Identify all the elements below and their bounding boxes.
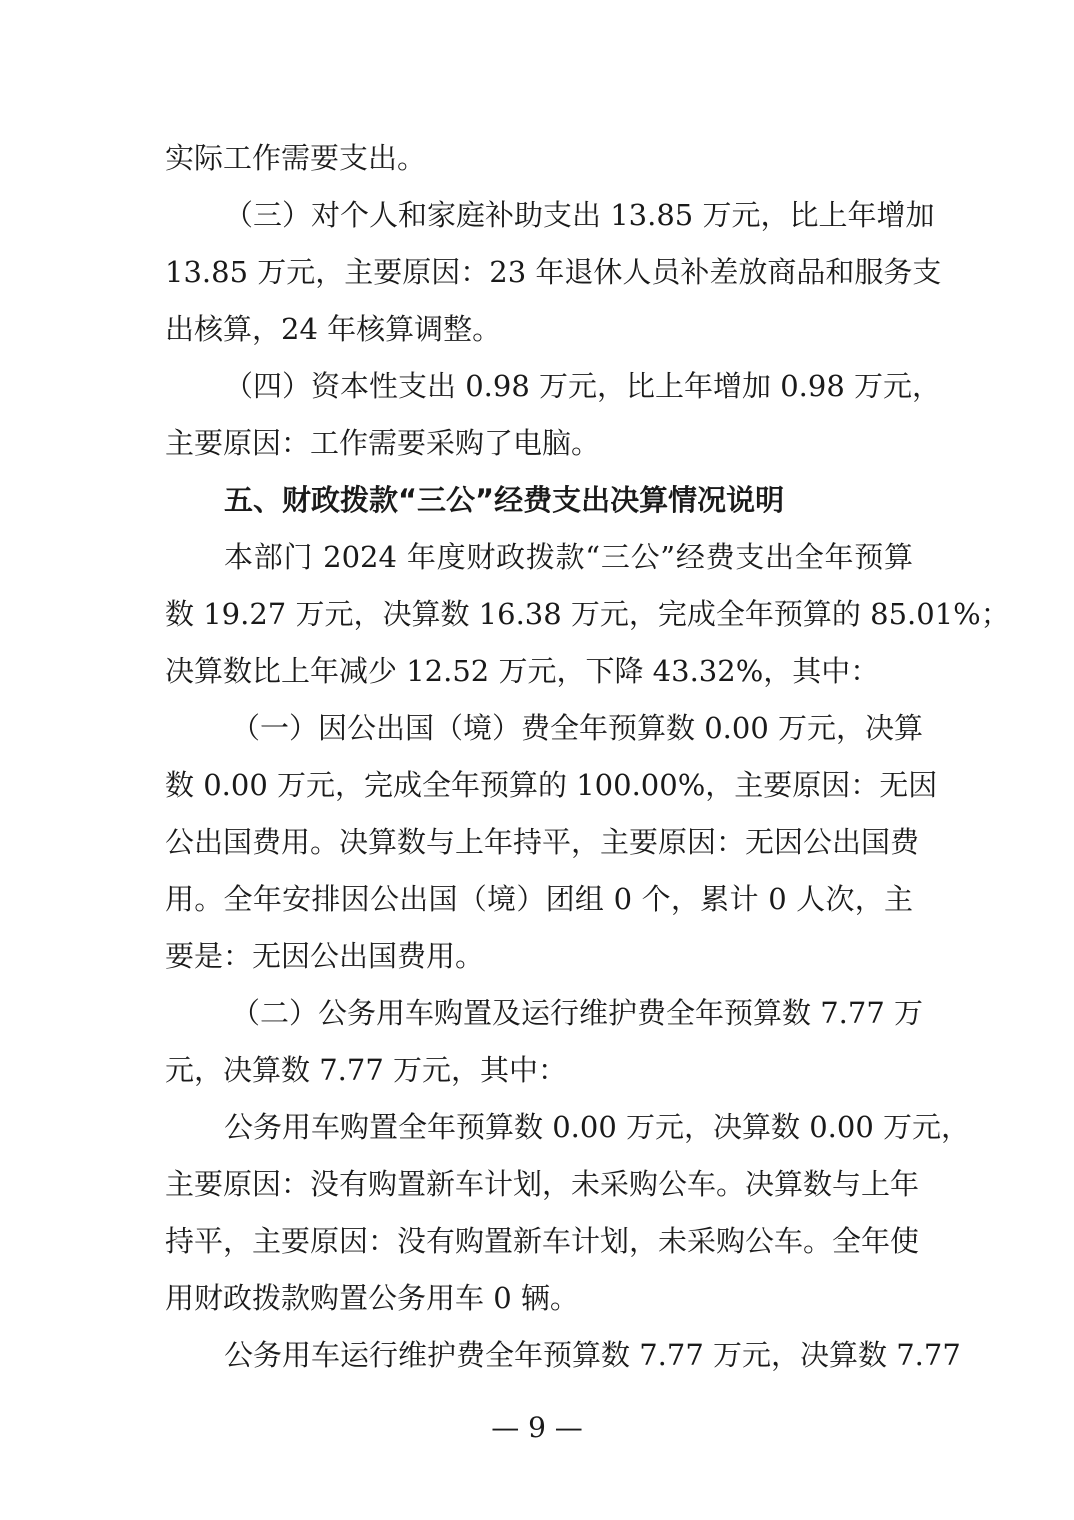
section-heading: 五、财政拨款“三公”经费支出决算情况说明 <box>224 483 785 517</box>
text-line: 本部门 2024 年度财政拨款“三公”经费支出全年预算 <box>224 540 913 574</box>
text-line: 公务用车购置全年预算数 0.00 万元，决算数 0.00 万元， <box>224 1110 971 1144</box>
text-line: 主要原因：没有购置新车计划，未采购公车。决算数与上年 <box>165 1167 920 1201</box>
text-line: （二）公务用车购置及运行维护费全年预算数 7.77 万 <box>231 996 924 1030</box>
text-line: 决算数比上年减少 12.52 万元，下降 43.32%，其中： <box>165 654 880 688</box>
text-line: 数 0.00 万元，完成全年预算的 100.00%，主要原因：无因 <box>165 768 938 802</box>
text-line: 公务用车运行维护费全年预算数 7.77 万元，决算数 7.77 <box>224 1338 961 1372</box>
text-line: 用财政拨款购置公务用车 0 辆。 <box>165 1281 579 1315</box>
text-line: 实际工作需要支出。 <box>165 141 427 175</box>
page-number: — 9 — <box>491 1411 583 1444</box>
text-line: 13.85 万元，主要原因：23 年退休人员补差放商品和服务支 <box>165 255 942 289</box>
text-line: 主要原因：工作需要采购了电脑。 <box>165 426 601 460</box>
text-line: （三）对个人和家庭补助支出 13.85 万元，比上年增加 <box>224 198 935 232</box>
text-line: 元，决算数 7.77 万元，其中： <box>165 1053 568 1087</box>
text-line: 要是：无因公出国费用。 <box>165 939 485 973</box>
text-line: 用。全年安排因公出国（境）团组 0 个，累计 0 人次，主 <box>165 882 913 916</box>
text-line: 公出国费用。决算数与上年持平，主要原因：无因公出国费 <box>165 825 920 859</box>
text-line: （四）资本性支出 0.98 万元，比上年增加 0.98 万元， <box>224 369 942 403</box>
text-line: （一）因公出国（境）费全年预算数 0.00 万元，决算 <box>231 711 924 745</box>
text-line: 数 19.27 万元，决算数 16.38 万元，完成全年预算的 85.01%； <box>165 597 1010 631</box>
text-line: 出核算，24 年核算调整。 <box>165 312 502 346</box>
text-line: 持平，主要原因：没有购置新车计划，未采购公车。全年使 <box>165 1224 920 1258</box>
